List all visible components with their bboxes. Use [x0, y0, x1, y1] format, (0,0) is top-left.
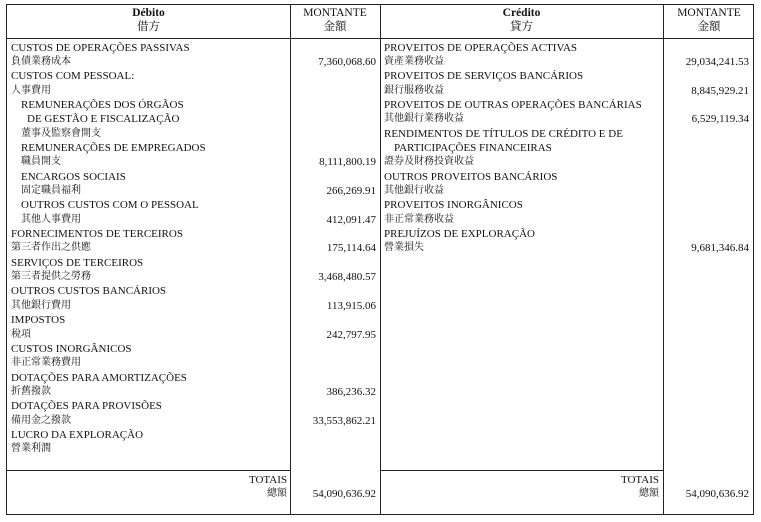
entry-label: 固定職員福利: [21, 185, 81, 196]
entry-label: RENDIMENTOS DE TÍTULOS DE CRÉDITO E DE: [384, 127, 623, 140]
entry-label: 職員開支: [21, 156, 61, 168]
entry-label: 非正常業務費用: [11, 357, 81, 369]
entry-label: OUTROS CUSTOS BANCÁRIOS: [11, 285, 167, 298]
totals-label-pt: TOTAIS: [620, 474, 659, 486]
entry-label: 其他銀行業務收益: [384, 113, 464, 125]
entry-label: FORNECIMENTOS DE TERCEIROS: [11, 228, 183, 241]
debit-total-amount: 54,090,636.92: [312, 488, 376, 500]
amount-header-zh: 金額: [323, 21, 347, 33]
entry-label: CUSTOS COM PESSOAL:: [11, 70, 135, 83]
entry-label: 稅項: [11, 328, 31, 340]
entry-label: ENCARGOS SOCIAIS: [21, 170, 126, 183]
entry-amount: 33,553,862.21: [312, 414, 376, 427]
entry-label: 人事費用: [11, 84, 51, 96]
totals-label-pt: TOTAIS: [248, 474, 287, 486]
income-statement-table: [6, 4, 754, 515]
totals-label-zh: 總額: [267, 488, 287, 499]
entry-amount: 8,111,800.19: [319, 156, 376, 169]
entry-label: 董事及監察會開支: [21, 127, 101, 139]
debit-totals-label: [157, 473, 287, 501]
entry-amount: 9,681,346.84: [691, 242, 749, 255]
entry-label: 負債業務成本: [11, 55, 71, 67]
entry-label: DOTAÇÕES PARA PROVISÕES: [11, 400, 162, 413]
entry-label: 非正常業務收益: [384, 213, 454, 225]
entry-label: 備用金之撥款: [11, 414, 71, 426]
entry-label: 其他銀行收益: [384, 185, 444, 196]
credit-amount-header: [663, 6, 755, 34]
entry-amount: 175,114.64: [326, 242, 376, 255]
entry-label: 第三者作出之供應: [11, 242, 91, 254]
entry-label: PROVEITOS DE SERVIÇOS BANCÁRIOS: [384, 70, 584, 83]
entry-label: CUSTOS DE OPERAÇÕES PASSIVAS: [11, 41, 190, 54]
entry-label: 證券及財務投資收益: [384, 156, 474, 168]
entry-amount: 266,269.91: [326, 185, 376, 197]
entry-label: 第三者提供之勞務: [11, 271, 91, 283]
header-rule: [7, 38, 753, 39]
entry-label: DE GESTÃO E FISCALIZAÇÃO: [27, 113, 180, 126]
entry-label: SERVIÇOS DE TERCEIROS: [11, 256, 144, 269]
amount-header-pt: MONTANTE: [677, 7, 741, 19]
entry-amount: 3,468,480.57: [318, 271, 376, 284]
entry-label: REMUNERAÇÕES DE EMPREGADOS: [21, 141, 206, 154]
entry-amount: 8,845,929.21: [691, 84, 749, 97]
amount-header-pt: MONTANTE: [303, 7, 367, 19]
debit-header: [7, 6, 290, 34]
entry-label: 銀行服務收益: [384, 84, 444, 96]
entry-label: PARTICIPAÇÕES FINANCEIRAS: [394, 141, 552, 154]
entry-label: 其他銀行費用: [11, 299, 71, 311]
entry-label: OUTROS CUSTOS COM O PESSOAL: [21, 199, 199, 212]
entry-label: 折舊撥款: [11, 385, 51, 397]
entry-label: CUSTOS INORGÂNICOS: [11, 342, 132, 355]
entry-label: 資產業務收益: [384, 55, 444, 67]
entry-label: PROVEITOS DE OUTRAS OPERAÇÕES BANCÁRIAS: [384, 98, 642, 111]
entry-label: 營業利潤: [11, 443, 51, 455]
entry-label: LUCRO DA EXPLORAÇÃO: [11, 428, 144, 441]
column-divider: [290, 5, 291, 514]
entry-amount: 29,034,241.53: [685, 55, 749, 68]
entry-amount: 7,360,068.60: [318, 55, 376, 68]
debit-amount-header: [290, 6, 380, 34]
entry-amount: 6,529,119.34: [691, 113, 749, 126]
entry-amount: 113,915.06: [326, 299, 376, 312]
entry-label: OUTROS PROVEITOS BANCÁRIOS: [384, 170, 558, 183]
entry-label: DOTAÇÕES PARA AMORTIZAÇÕES: [11, 371, 187, 384]
column-divider: [380, 5, 381, 514]
entry-label: IMPOSTOS: [11, 314, 66, 327]
amount-header-zh: 金額: [697, 21, 721, 33]
entry-amount: 412,091.47: [326, 213, 376, 226]
column-divider: [663, 5, 664, 514]
entry-amount: 242,797.95: [326, 328, 376, 341]
debit-header-pt: Débito: [132, 7, 165, 19]
entry-label: REMUNERAÇÕES DOS ÓRGÃOS: [21, 98, 184, 111]
credit-header-zh: 貸方: [510, 21, 533, 33]
totals-label-zh: 總額: [639, 488, 659, 499]
credit-header: [380, 6, 663, 34]
credit-total-amount: 54,090,636.92: [685, 488, 749, 500]
totals-rule: [380, 470, 663, 471]
debit-header-zh: 借方: [137, 21, 160, 33]
entry-label: PREJUÍZOS DE EXPLORAÇÃO: [384, 228, 535, 241]
credit-header-pt: Crédito: [502, 7, 541, 19]
entry-amount: 386,236.32: [326, 385, 376, 398]
totals-rule: [7, 470, 290, 471]
entry-label: PROVEITOS INORGÂNICOS: [384, 199, 523, 212]
entry-label: 其他人事費用: [21, 213, 81, 225]
entry-label: PROVEITOS DE OPERAÇÕES ACTIVAS: [384, 41, 578, 54]
credit-totals-label: [527, 473, 659, 501]
entry-label: 營業損失: [384, 242, 424, 254]
